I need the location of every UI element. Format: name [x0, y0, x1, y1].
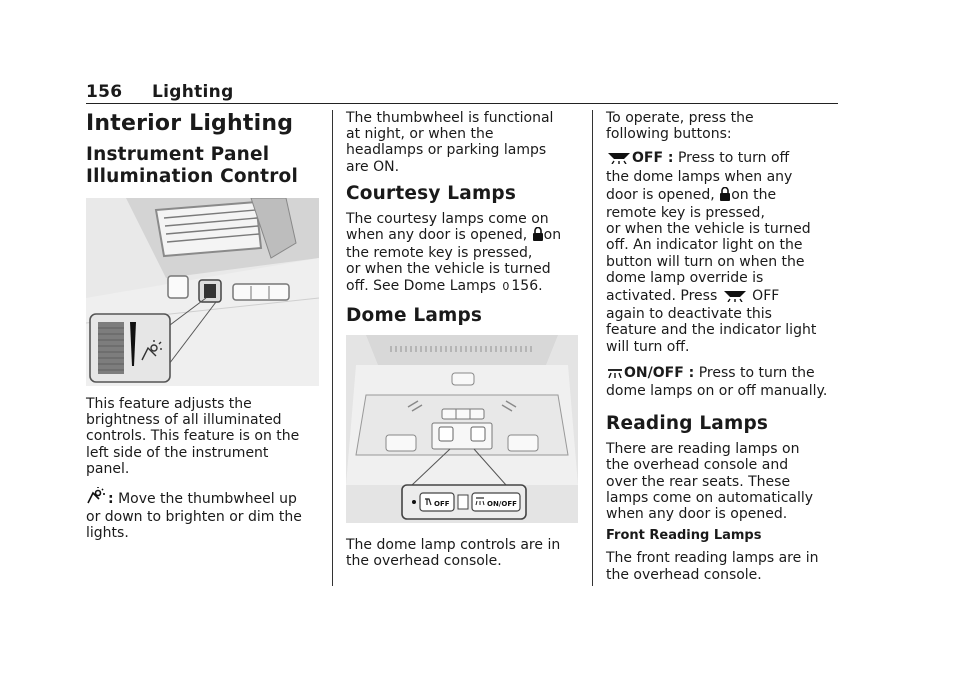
paragraph-line: left side of the instrument: [86, 444, 269, 461]
paragraph-line: brightness of all illuminated: [86, 412, 282, 429]
dome-lamp-drawing: [346, 335, 578, 523]
dome-override-icon: [722, 288, 748, 306]
paragraph-line: the remote key is pressed,: [346, 245, 533, 262]
paragraph-line: off. An indicator light on the: [606, 237, 803, 254]
paragraph-line: headlamps or parking lamps: [346, 142, 547, 159]
column-3: [606, 110, 846, 583]
dome-onoff-button-label: ON/OFF: [487, 499, 517, 508]
paragraph-line: the overhead console and: [606, 457, 789, 474]
paragraph-text: door is opened,: [606, 186, 715, 203]
paragraph-line: feature and the indicator light: [606, 322, 817, 339]
paragraph-text: off. See Dome Lamps: [346, 277, 496, 294]
paragraph-line: dome lamp override is: [606, 269, 764, 286]
paragraph-text: on the: [731, 186, 777, 203]
paragraph-line: or down to brighten or dim the: [86, 509, 302, 526]
paragraph-line: or when the vehicle is turned: [346, 261, 551, 278]
paragraph-text: when any door is opened,: [346, 227, 528, 244]
paragraph-line: are ON.: [346, 158, 400, 175]
paragraph-line: remote key is pressed,: [606, 205, 765, 222]
section-name: Lighting: [152, 82, 234, 102]
dome-off-button-label: OFF: [434, 499, 450, 508]
column-divider: [332, 110, 333, 586]
paragraph-text: Press to turn off: [677, 150, 790, 167]
paragraph-line: There are reading lamps on: [606, 441, 800, 458]
column-divider: [592, 110, 593, 586]
header-rule: [86, 103, 838, 104]
off-label: OFF :: [632, 150, 674, 167]
page-reference: 156.: [511, 277, 543, 294]
thumbwheel-label: :: [108, 491, 114, 508]
page-reference-icon: 0: [502, 279, 510, 293]
paragraph-line: at night, or when the: [346, 126, 494, 143]
paragraph-line: the overhead console.: [606, 566, 762, 583]
thumbwheel-description: Move the thumbwheel up: [118, 491, 297, 508]
remote-unlock-icon: [719, 187, 731, 205]
paragraph-line: the dome lamps when any: [606, 168, 793, 185]
column-1: [86, 110, 321, 542]
front-reading-lamps-heading: Front Reading Lamps: [606, 528, 762, 544]
paragraph-line: lamps come on automatically: [606, 489, 814, 506]
paragraph-line: The courtesy lamps come on: [346, 210, 549, 227]
paragraph-line: This feature adjusts the: [86, 396, 252, 412]
paragraph-line: the overhead console.: [346, 553, 502, 570]
remote-unlock-icon: [532, 227, 544, 245]
paragraph-line: over the rear seats. These: [606, 473, 791, 490]
instrument-panel-drawing: [86, 198, 319, 386]
paragraph-line: will turn off.: [606, 338, 690, 355]
column-2: [346, 110, 580, 569]
paragraph-line: following buttons:: [606, 126, 732, 143]
paragraph-text: Press to turn the: [698, 364, 815, 381]
dome-lamp-illustration: [346, 335, 578, 523]
paragraph-line: lights.: [86, 525, 129, 542]
brightness-thumbwheel-icon: [86, 487, 108, 509]
paragraph-line: button will turn on when the: [606, 253, 805, 270]
dome-override-icon: [606, 150, 632, 168]
paragraph-line: The dome lamp controls are in: [346, 536, 561, 553]
onoff-label: ON/OFF :: [624, 364, 695, 381]
reading-lamps-title: Reading Lamps: [606, 413, 769, 435]
paragraph-line: controls. This feature is on the: [86, 428, 300, 445]
paragraph-line: panel.: [86, 460, 130, 477]
dome-lamp-onoff-icon: [606, 367, 624, 383]
paragraph-line: To operate, press the: [606, 110, 754, 126]
courtesy-lamps-title: Courtesy Lamps: [346, 182, 517, 204]
paragraph-line: The front reading lamps are in: [606, 550, 819, 567]
paragraph-text: on: [543, 227, 562, 244]
paragraph-line: dome lamps on or off manually.: [606, 383, 828, 400]
paragraph-text: activated. Press: [606, 288, 718, 305]
paragraph-line: again to deactivate this: [606, 306, 772, 323]
instrument-panel-title-line1: Instrument Panel: [86, 144, 270, 165]
paragraph-line: The thumbwheel is functional: [346, 110, 554, 126]
dome-lamps-title: Dome Lamps: [346, 304, 483, 326]
interior-lighting-title: Interior Lighting: [86, 111, 294, 136]
paragraph-line: when any door is opened.: [606, 506, 788, 523]
instrument-panel-title-line2: Illumination Control: [86, 166, 298, 187]
paragraph-text: OFF: [752, 288, 780, 305]
page-header: [86, 82, 838, 104]
page-number: 156: [86, 82, 123, 102]
instrument-panel-illustration: [86, 198, 319, 386]
paragraph-line: or when the vehicle is turned: [606, 221, 811, 238]
